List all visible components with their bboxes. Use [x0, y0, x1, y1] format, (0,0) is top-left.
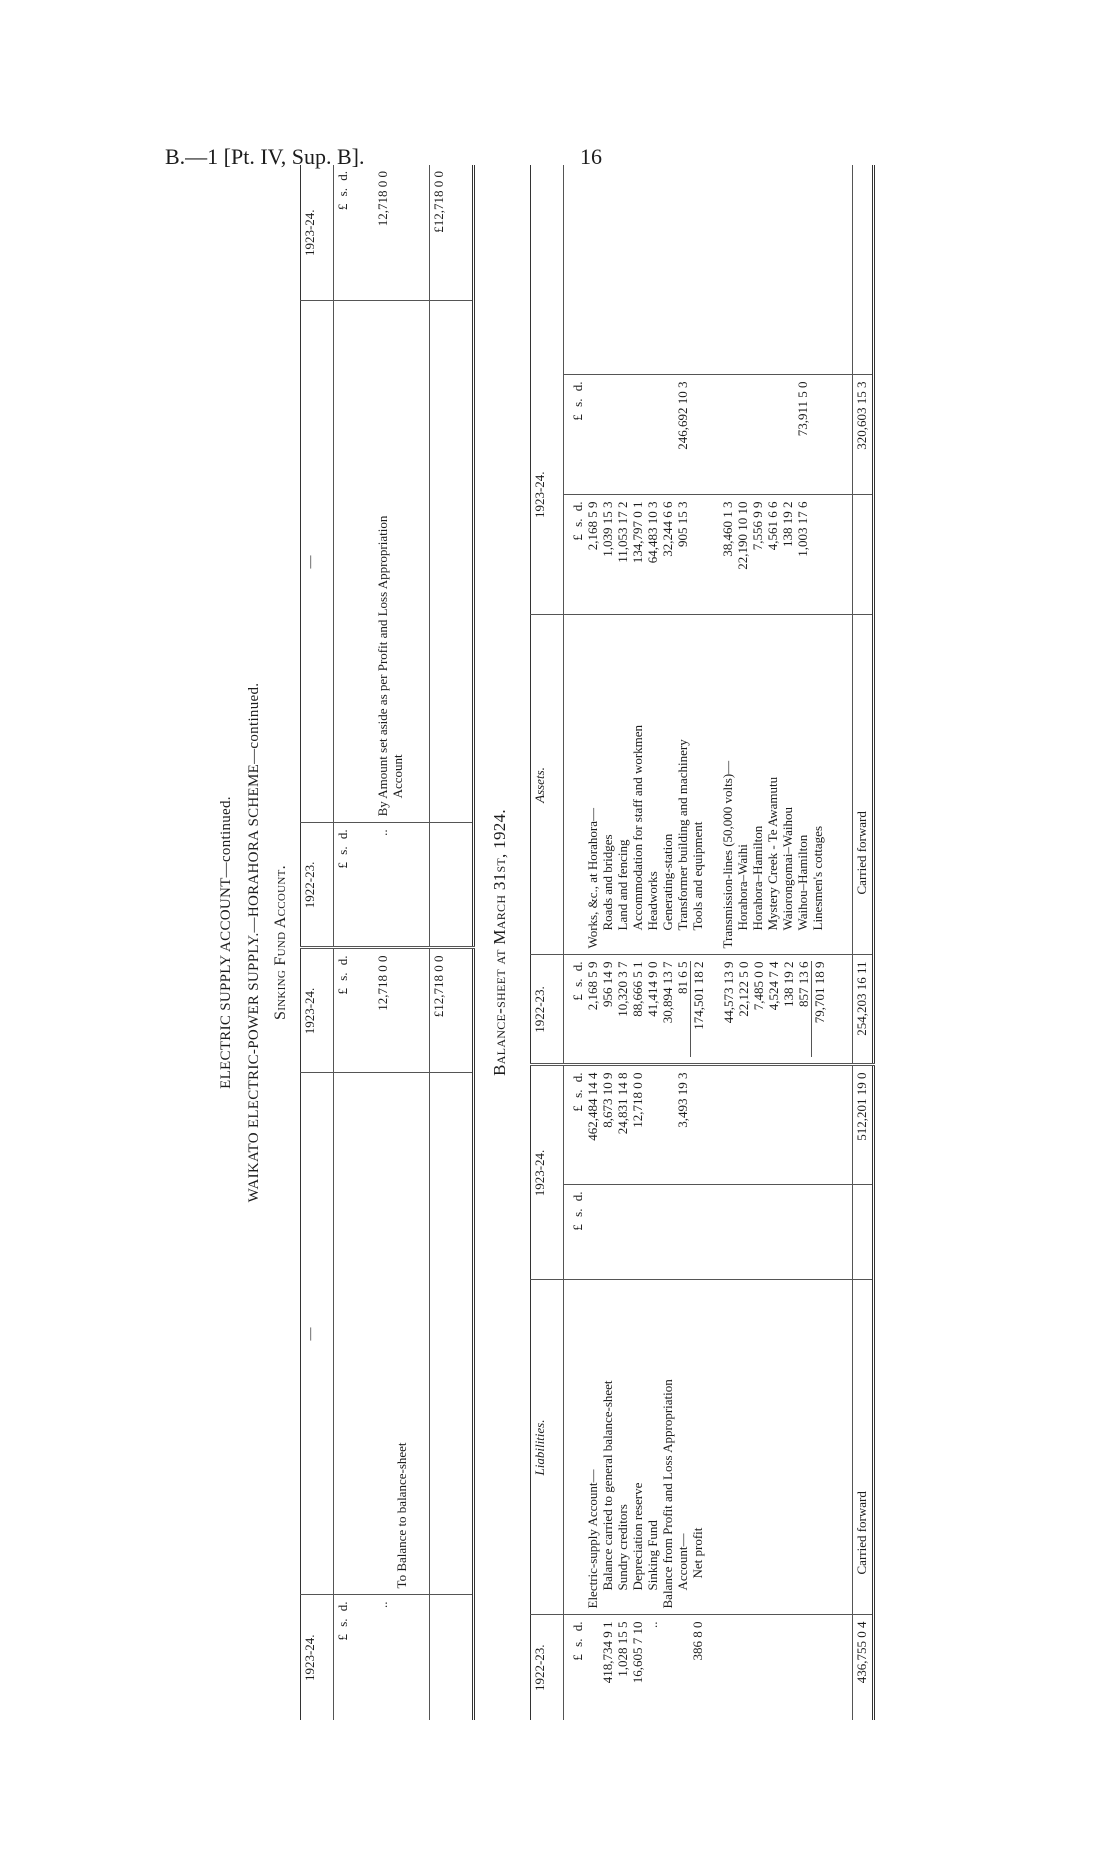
sinking-right-desc-line1: By Amount set aside as per Profit and Loss Appropriation — [375, 515, 391, 817]
sinking-lsd-row — [334, 165, 375, 1720]
sinking-right-total: £12,718 0 0 — [429, 165, 473, 301]
sinking-col-1923-24-mid: 1923-24. — [301, 948, 334, 1073]
spacer — [690, 502, 705, 609]
asset-prev-5: 41,414 9 0 — [645, 961, 660, 1017]
asset-sub-13: 4,561 6 6 — [765, 501, 780, 551]
asset-main-15: 73,911 5 0 — [795, 381, 810, 437]
sinking-col-1923-24-left: 1923-24. — [301, 1595, 334, 1720]
asset-desc-4: Headworks — [645, 871, 660, 931]
lsd-header: £ s. d. — [570, 961, 585, 1001]
asset-prev-10: 44,573 13 9 — [721, 961, 736, 1024]
liab-prev-4: .. — [645, 1621, 660, 1628]
asset-desc-2: Land and fencing — [615, 839, 630, 931]
spacer — [765, 382, 780, 489]
spacer — [429, 1073, 473, 1595]
liab-desc-0: Electric-supply Account— — [585, 1469, 600, 1609]
asset-desc-6: Transformer building and machinery — [675, 739, 690, 931]
sinking-total-row — [429, 165, 473, 1720]
asset-desc-0: Works, &c., at Horahora— — [585, 808, 600, 949]
spacer — [853, 495, 874, 615]
asset-main-column — [564, 375, 853, 495]
asset-prev-6: 30,894 13 7 — [660, 961, 675, 1024]
asset-prev-2: 956 14 9 — [600, 961, 615, 1007]
liab-desc-column — [564, 1280, 853, 1615]
asset-sub-1: 2,168 5 9 — [585, 501, 600, 551]
rotated-content — [200, 165, 1000, 1720]
asset-desc-9: Transmission-lines (50,000 volts)— — [720, 760, 735, 949]
lsd-header: £ s. d. — [570, 1072, 585, 1112]
sinking-col-dash-left: — — [301, 1073, 334, 1595]
asset-desc-12: Mystery Creek - Te Awamutu — [765, 776, 780, 931]
spacer — [853, 1185, 874, 1280]
page-number: 16 — [580, 144, 602, 169]
sinking-fund-table — [300, 165, 475, 1720]
asset-sub-14: 138 19 2 — [780, 501, 795, 547]
asset-sub-6: 32,244 6 6 — [660, 501, 675, 557]
liab-desc-6: Account— — [675, 1533, 690, 1591]
title-balance-sheet: Balance-sheet at March 31st, 1924. — [490, 809, 509, 1076]
asset-desc-15: Linesmen's cottages — [810, 825, 825, 931]
asset-sub-3: 11,053 17 2 — [615, 501, 630, 563]
balance-col-1923-24-right: 1923-24. — [531, 375, 564, 615]
asset-desc-5: Generating-station — [660, 833, 675, 931]
sinking-col-1923-24-right: 1923-24. — [301, 165, 334, 301]
spacer — [334, 1073, 375, 1595]
spacer — [531, 165, 564, 375]
liab-desc-4: Sinking Fund — [645, 1520, 660, 1591]
assets-heading: Assets. — [531, 615, 564, 955]
page-reference: B.—1 [Pt. IV, Sup. B]. — [165, 144, 365, 169]
asset-prev-4: 88,666 5 1 — [630, 961, 645, 1017]
lsd-header: £ s. d. — [335, 171, 350, 211]
liab-prev-3: 16,605 7 10 — [630, 1621, 645, 1684]
asset-prev-8: 174,501 18 2 — [690, 962, 706, 1058]
asset-total-desc: Carried forward — [854, 811, 870, 895]
asset-desc-13: Waiorongomai–Waihou — [780, 806, 795, 931]
spacer — [705, 502, 720, 609]
asset-sub-2: 1,039 15 3 — [600, 501, 615, 557]
asset-main-7: 246,692 10 3 — [675, 381, 690, 450]
liab-total-prev: 436,755 0 4 — [853, 1615, 874, 1720]
sinking-right-desc-line2: Account — [390, 754, 406, 799]
sinking-left-desc-text: To Balance to balance-sheet — [394, 1442, 409, 1589]
balance-col-1922-23-left: 1922-23. — [531, 1615, 564, 1720]
asset-prev-13: 4,524 7 4 — [766, 961, 781, 1011]
balance-body-row — [564, 165, 853, 1720]
lsd-header: £ s. d. — [570, 1621, 585, 1661]
liab-prev-0 — [585, 1622, 600, 1715]
asset-prev-14: 138 19 2 — [781, 961, 796, 1007]
spacer — [429, 823, 473, 948]
lsd-header: £ s. d. — [334, 823, 375, 948]
asset-prev-1: 2,168 5 9 — [585, 961, 600, 1011]
liab-main-1: 462,484 14 4 — [585, 1072, 600, 1141]
spacer — [750, 382, 765, 489]
asset-sub-5: 64,483 10 3 — [645, 501, 660, 564]
asset-total-prev: 254,203 16 11 — [853, 955, 874, 1065]
spacer — [615, 382, 630, 489]
spacer — [334, 301, 375, 823]
spacer — [645, 382, 660, 489]
liab-prev-column — [564, 1615, 853, 1720]
liab-desc-7: Net profit — [690, 1527, 705, 1579]
asset-total-desc-cell — [853, 615, 874, 955]
liab-desc-3: Depreciation reserve — [630, 1482, 645, 1591]
asset-prev-11: 22,122 5 0 — [736, 961, 751, 1017]
asset-sub-11: 22,190 10 10 — [735, 501, 750, 570]
liab-total-desc: Carried forward — [854, 1491, 870, 1575]
spacer — [570, 622, 585, 949]
liab-sub-column — [564, 1185, 853, 1280]
asset-prev-7: 81 6 5 — [675, 961, 690, 994]
lsd-header: £ s. d. — [334, 1595, 375, 1720]
liab-main-7: 3,493 19 3 — [675, 1072, 690, 1128]
spacer — [645, 1073, 660, 1179]
liab-main-4: 12,718 0 0 — [630, 1072, 645, 1128]
sinking-header-row — [301, 165, 334, 1720]
spacer — [720, 382, 735, 489]
liab-desc-2: Sundry creditors — [615, 1504, 630, 1591]
asset-prev-3: 10,320 3 7 — [615, 961, 630, 1017]
balance-col-1923-24-left: 1923-24. — [531, 1065, 564, 1280]
spacer — [690, 382, 705, 489]
sinking-right-amount: 12,718 0 0 — [375, 171, 391, 227]
spacer — [660, 1622, 675, 1715]
sinking-left-total: £12,718 0 0 — [429, 948, 473, 1073]
liab-total-desc-cell — [853, 1280, 874, 1615]
balance-total-row — [853, 165, 874, 1720]
liabilities-heading: Liabilities. — [531, 1280, 564, 1615]
lsd-header: £ s. d. — [334, 948, 375, 1073]
spacer — [564, 165, 853, 375]
spacer — [570, 1287, 585, 1609]
liab-prev-2: 1,028 15 5 — [615, 1621, 630, 1677]
lsd-header: £ s. d. — [570, 381, 585, 421]
asset-prev-16: 79,701 18 9 — [811, 962, 827, 1058]
asset-prev-column — [564, 955, 853, 1065]
spacer — [660, 1073, 675, 1179]
liab-prev-1: 418,734 9 1 — [600, 1621, 615, 1684]
asset-desc-1: Roads and bridges — [600, 834, 615, 931]
sinking-right-prev: .. — [374, 823, 429, 948]
spacer — [585, 382, 600, 489]
spacer — [735, 382, 750, 489]
sinking-entry-row — [374, 165, 429, 1720]
spacer — [706, 962, 721, 1058]
asset-sub-4: 134,797 0 1 — [630, 501, 645, 564]
asset-total-main: 320,603 15 3 — [853, 375, 874, 495]
liab-desc-5: Balance from Profit and Loss Appropriation — [660, 1379, 675, 1609]
asset-sub-12: 7,556 9 9 — [750, 501, 765, 551]
sinking-left-amount: 12,718 0 0 — [374, 948, 429, 1073]
asset-sub-7: 905 15 3 — [675, 501, 690, 547]
balance-col-1922-23-right: 1922-23. — [531, 955, 564, 1065]
sinking-left-prev: .. — [374, 1595, 429, 1720]
title-sinking-fund: Sinking Fund Account. — [272, 865, 289, 1020]
asset-prev-12: 7,485 0 0 — [751, 961, 766, 1011]
sinking-right-desc — [374, 301, 429, 823]
liab-prev-7: 386 8 0 — [690, 1621, 705, 1661]
spacer — [429, 1595, 473, 1720]
spacer — [853, 165, 874, 375]
balance-header-row — [531, 165, 564, 1720]
title-waikato-scheme: WAIKATO ELECTRIC-POWER SUPPLY.—HORAHORA SCHEME—continued. — [246, 682, 262, 1203]
balance-sheet-table — [530, 165, 875, 1720]
asset-desc-14: Waihou–Hamilton — [795, 834, 810, 931]
sinking-col-dash-right: — — [301, 301, 334, 823]
sinking-left-desc — [374, 1073, 429, 1595]
asset-sub-15: 1,003 17 6 — [795, 501, 810, 557]
asset-sub-column — [564, 495, 853, 615]
asset-desc-11: Horahora–Hamilton — [750, 825, 765, 931]
spacer — [600, 382, 615, 489]
liab-main-column — [564, 1065, 853, 1185]
asset-desc-3: Accommodation for staff and workmen — [630, 724, 645, 931]
liab-total-main: 512,201 19 0 — [853, 1065, 874, 1185]
liab-desc-1: Balance carried to general balance-sheet — [600, 1380, 615, 1591]
sinking-col-1922-23: 1922-23. — [301, 823, 334, 948]
asset-desc-7: Tools and equipment — [690, 821, 705, 931]
spacer — [630, 382, 645, 489]
lsd-header: £ s. d. — [570, 501, 585, 541]
spacer — [660, 382, 675, 489]
title-electric-supply: ELECTRIC SUPPLY ACCOUNT—continued. — [218, 796, 234, 1089]
lsd-header: £ s. d. — [570, 1191, 585, 1231]
spacer — [675, 1622, 690, 1715]
liab-main-3: 24,831 14 8 — [615, 1072, 630, 1135]
spacer — [429, 301, 473, 823]
asset-prev-15: 857 13 6 — [796, 961, 811, 1007]
spacer — [780, 382, 795, 489]
spacer — [705, 382, 720, 489]
asset-sub-10: 38,460 1 3 — [720, 501, 735, 557]
asset-desc-column — [564, 615, 853, 955]
asset-desc-10: Horahora–Waihi — [735, 844, 750, 931]
spacer — [705, 622, 720, 949]
liab-main-2: 8,673 10 9 — [600, 1072, 615, 1128]
